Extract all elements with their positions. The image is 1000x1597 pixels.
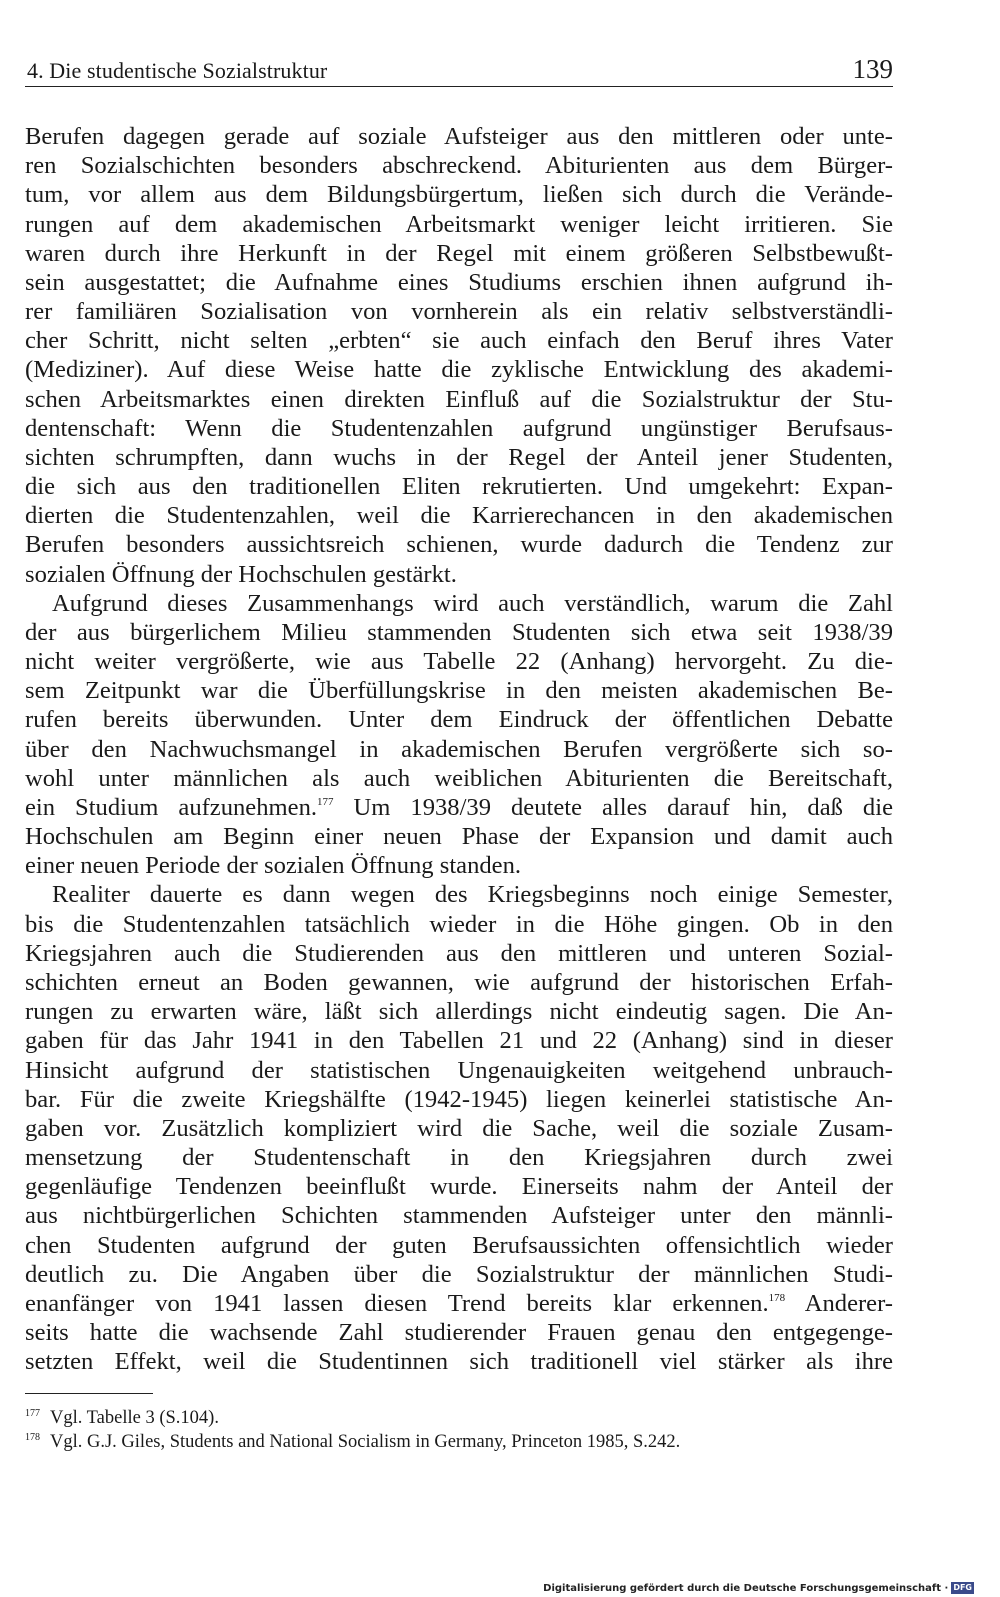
text-line: schichten erneut an Boden gewannen, wie aufgrund der historischen Erfah- bbox=[25, 968, 893, 996]
text-line: Berufen besonders aussichtsreich schienen, wurde dadurch die Tendenz zur bbox=[25, 531, 893, 559]
footnote-divider bbox=[25, 1393, 153, 1394]
text-line bbox=[25, 793, 893, 822]
footnote-ref: 177 bbox=[317, 795, 334, 808]
text-fragment: Anderer- bbox=[785, 1289, 893, 1317]
text-line: ren Sozialschichten besonders abschreckend. Abiturienten aus dem Bürger- bbox=[25, 152, 893, 180]
text-line: aus nichtbürgerlichen Schichten stammenden Aufsteiger unter den männli- bbox=[25, 1202, 893, 1230]
text-line: gegenläufige Tendenzen beeinflußt wurde. Einerseits nahm der Anteil der bbox=[25, 1173, 893, 1201]
text-line: bar. Für die zweite Kriegshälfte (1942-1945) liegen keinerlei statistische An- bbox=[25, 1085, 893, 1113]
text-line: schen Arbeitsmarktes einen direkten Einfluß auf die Sozialstruktur der Stu- bbox=[25, 385, 893, 413]
text-line bbox=[25, 1289, 893, 1318]
text-line: dierten die Studentenzahlen, weil die Karrierechancen in den akademischen bbox=[25, 502, 893, 530]
text-line: sozialen Öffnung der Hochschulen gestärkt. bbox=[25, 560, 457, 588]
text-line: deutlich zu. Die Angaben über die Sozialstruktur der männlichen Studi- bbox=[25, 1260, 893, 1288]
text-line: rungen auf dem akademischen Arbeitsmarkt weniger leicht irritieren. Sie bbox=[25, 210, 893, 238]
text-line: rufen bereits überwunden. Unter dem Eindruck der öffentlichen Debatte bbox=[25, 706, 893, 734]
text-line: mensetzung der Studentenschaft in den Kriegsjahren durch zwei bbox=[25, 1144, 893, 1172]
text-fragment: ein Studium aufzunehmen. bbox=[25, 793, 318, 821]
text-line: chen Studenten aufgrund der guten Berufsaussichten offensichtlich wieder bbox=[25, 1231, 893, 1259]
text-line: nicht weiter vergrößerte, wie aus Tabelle 22 (Anhang) hervorgeht. Zu die- bbox=[25, 648, 893, 676]
credit-text: Digitalisierung gefördert durch die Deutsche Forschungsgemeinschaft · bbox=[543, 1582, 949, 1594]
text-line: Realiter dauerte es dann wegen des Kriegsbeginns noch einige Semester, bbox=[52, 881, 893, 909]
text-line: waren durch ihre Herkunft in der Regel mit einem größeren Selbstbewußt- bbox=[25, 239, 893, 267]
text-line: wohl unter männlichen als auch weiblichen Abiturienten die Bereitschaft, bbox=[25, 764, 893, 792]
body-text bbox=[25, 122, 893, 1376]
text-line: die sich aus den traditionellen Eliten rekrutierten. Und umgekehrt: Expan- bbox=[25, 473, 893, 501]
text-line: tum, vor allem aus dem Bildungsbürgertum, ließen sich durch die Verände- bbox=[25, 181, 893, 209]
text-line: sein ausgestattet; die Aufnahme eines Studiums erschien ihnen aufgrund ih- bbox=[25, 268, 893, 296]
digitization-credit bbox=[543, 1580, 974, 1596]
text-line: der aus bürgerlichem Milieu stammenden Studenten sich etwa seit 1938/39 bbox=[25, 618, 893, 646]
text-line: cher Schritt, nicht selten „erbten“ sie auch einfach den Beruf ihres Vater bbox=[25, 327, 893, 355]
text-line: sem Zeitpunkt war die Überfüllungskrise in den meisten akademischen Be- bbox=[25, 677, 893, 705]
footnote-ref: 178 bbox=[768, 1291, 786, 1304]
text-line: Hinsicht aufgrund der statistischen Ungenauigkeiten weitgehend unbrauch- bbox=[25, 1056, 893, 1084]
footnote-text: Vgl. Tabelle 3 (S.104). bbox=[50, 1408, 219, 1428]
text-line: bis die Studentenzahlen tatsächlich wieder in die Höhe gingen. Ob in den bbox=[25, 910, 893, 938]
text-line: setzten Effekt, weil die Studentinnen sich traditionell viel stärker als ihre bbox=[25, 1348, 893, 1376]
footnote-number: 178 bbox=[25, 1432, 40, 1443]
footnote bbox=[25, 1426, 893, 1450]
page-number: 139 bbox=[852, 54, 893, 84]
text-line: rer familiären Sozialisation von vornherein als ein relativ selbstverständli- bbox=[25, 298, 893, 326]
running-head: 4. Die studentische Sozialstruktur bbox=[27, 58, 328, 83]
text-line: seits hatte die wachsende Zahl studierender Frauen genau den entgegenge- bbox=[25, 1319, 893, 1347]
text-line: gaben für das Jahr 1941 in den Tabellen 21 und 22 (Anhang) sind in dieser bbox=[25, 1027, 893, 1055]
page-header bbox=[25, 52, 893, 87]
text-fragment: enanfänger von 1941 lassen diesen Trend bereits klar erkennen. bbox=[25, 1289, 769, 1317]
text-line: über den Nachwuchsmangel in akademischen Berufen vergrößerte sich so- bbox=[25, 735, 893, 763]
text-line: sichten schrumpften, dann wuchs in der Regel der Anteil jener Studenten, bbox=[25, 443, 893, 471]
text-line: einer neuen Periode der sozialen Öffnung standen. bbox=[25, 852, 522, 880]
footnotes bbox=[25, 1402, 893, 1450]
text-line: rungen zu erwarten wäre, läßt sich allerdings nicht eindeutig sagen. Die An- bbox=[25, 998, 893, 1026]
text-line: Aufgrund dieses Zusammenhangs wird auch verständlich, warum die Zahl bbox=[52, 589, 893, 617]
footnote bbox=[25, 1402, 893, 1426]
text-line: Berufen dagegen gerade auf soziale Aufsteiger aus den mittleren oder unte- bbox=[25, 123, 893, 150]
footnote-text: Vgl. G.J. Giles, Students and National Socialism in Germany, Princeton 1985, S.242. bbox=[50, 1432, 681, 1452]
text-line: gaben vor. Zusätzlich kompliziert wird die Sache, weil die soziale Zusam- bbox=[25, 1114, 893, 1142]
text-line: (Mediziner). Auf diese Weise hatte die zyklische Entwicklung des akademi- bbox=[25, 356, 893, 384]
text-line: dentenschaft: Wenn die Studentenzahlen aufgrund ungünstiger Berufsaus- bbox=[25, 414, 893, 442]
dfg-logo: DFG bbox=[953, 1583, 972, 1592]
text-line: Kriegsjahren auch die Studierenden aus den mittleren und unteren Sozial- bbox=[25, 939, 893, 967]
text-fragment: Um 1938/39 deutete alles darauf hin, daß die bbox=[333, 793, 893, 821]
text-line: Hochschulen am Beginn einer neuen Phase der Expansion und damit auch bbox=[25, 823, 893, 851]
footnote-number: 177 bbox=[25, 1408, 40, 1419]
